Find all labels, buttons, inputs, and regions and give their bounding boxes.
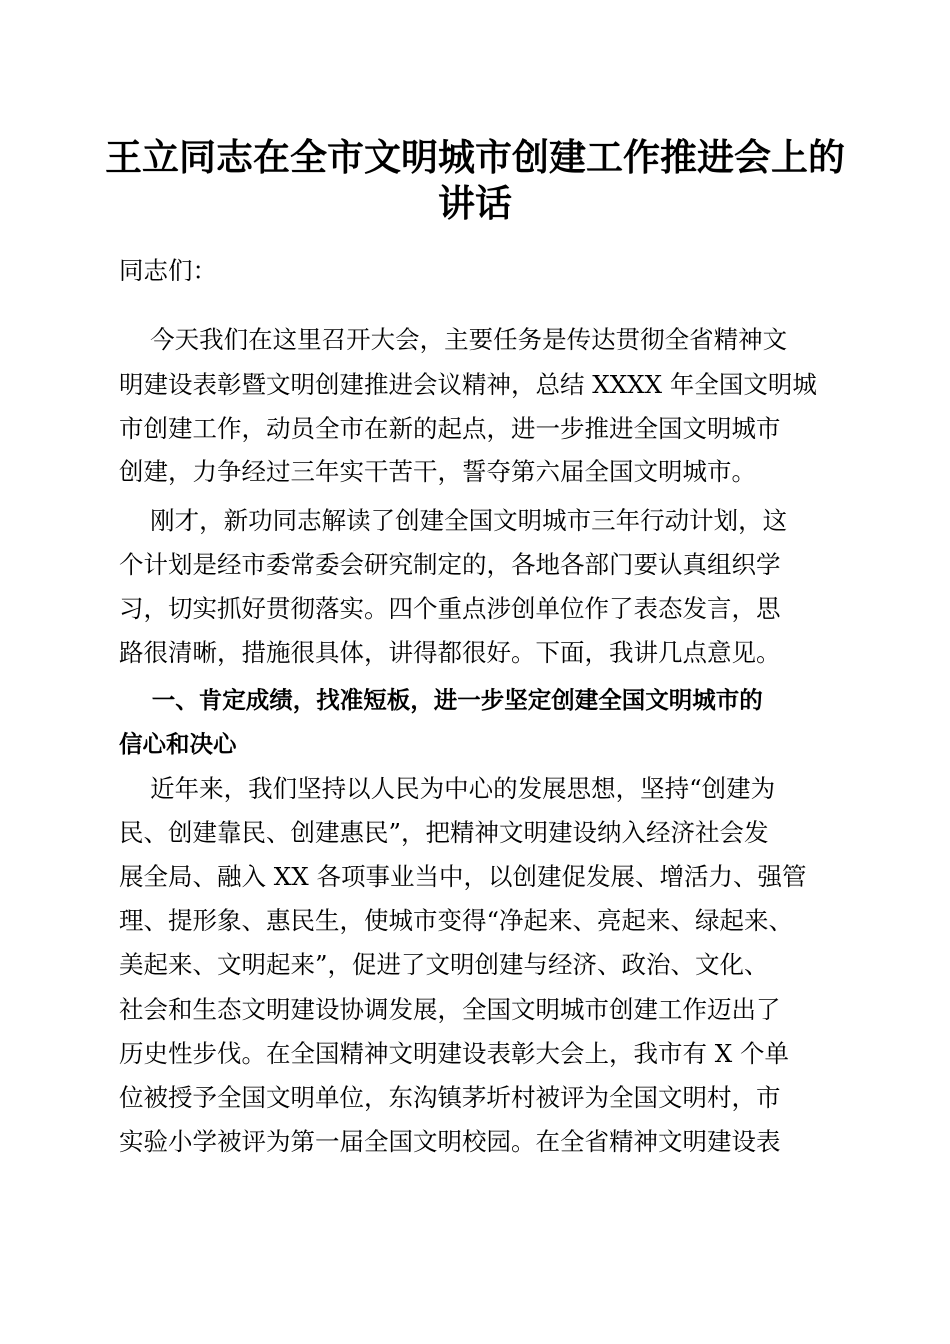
paragraph-line: 路很清晰，措施很具体，讲得都很好。下面，我讲几点意见。	[119, 638, 781, 667]
document-title	[100, 134, 850, 226]
paragraph-line: 美起来、文明起来”，促进了文明创建与经济、政治、文化、	[119, 950, 769, 979]
paragraph-line: 社会和生态文明建设协调发展，全国文明城市创建工作迈出了	[119, 995, 781, 1024]
paragraph-line: 展全局、融入 XX 各项事业当中，以创建促发展、增活力、强管	[119, 862, 807, 891]
section-heading-line: 一、肯定成绩，找准短板，进一步坚定创建全国文明城市的	[119, 686, 763, 714]
paragraph-line: 市创建工作，动员全市在新的起点，进一步推进全国文明城市	[119, 414, 781, 443]
paragraph-line: 创建，力争经过三年实干苦干，誓夺第六届全国文明城市。	[119, 457, 756, 486]
paragraph-line: 明建设表彰暨文明创建推进会议精神，总结 XXXX 年全国文明城	[119, 370, 817, 399]
paragraph-line: 理、提形象、惠民生，使城市变得“净起来、亮起来、绿起来、	[119, 906, 794, 935]
title-line-2: 讲话	[438, 181, 512, 225]
paragraph-line: 今天我们在这里召开大会，主要任务是传达贯彻全省精神文	[119, 325, 788, 354]
salutation: 同志们：	[119, 256, 217, 285]
paragraph-line: 个计划是经市委常委会研究制定的，各地各部门要认真组织学	[119, 550, 781, 579]
title-line-1: 王立同志在全市文明城市创建工作推进会上的	[105, 135, 845, 179]
paragraph-line: 习，切实抓好贯彻落实。四个重点涉创单位作了表态发言，思	[119, 594, 781, 623]
paragraph-line: 历史性步伐。在全国精神文明建设表彰大会上，我市有 X 个单	[119, 1039, 790, 1068]
paragraph-line: 近年来，我们坚持以人民为中心的发展思想，坚持“创建为	[119, 774, 776, 803]
paragraph-line: 位被授予全国文明单位，东沟镇茅圻村被评为全国文明村，市	[119, 1083, 781, 1112]
section-heading-line: 信心和决心	[119, 730, 237, 758]
paragraph-line: 民、创建靠民、创建惠民”，把精神文明建设纳入经济社会发	[119, 818, 769, 847]
paragraph-line: 实验小学被评为第一届全国文明校园。在全省精神文明建设表	[119, 1127, 781, 1156]
paragraph-line: 刚才，新功同志解读了创建全国文明城市三年行动计划，这	[119, 506, 788, 535]
